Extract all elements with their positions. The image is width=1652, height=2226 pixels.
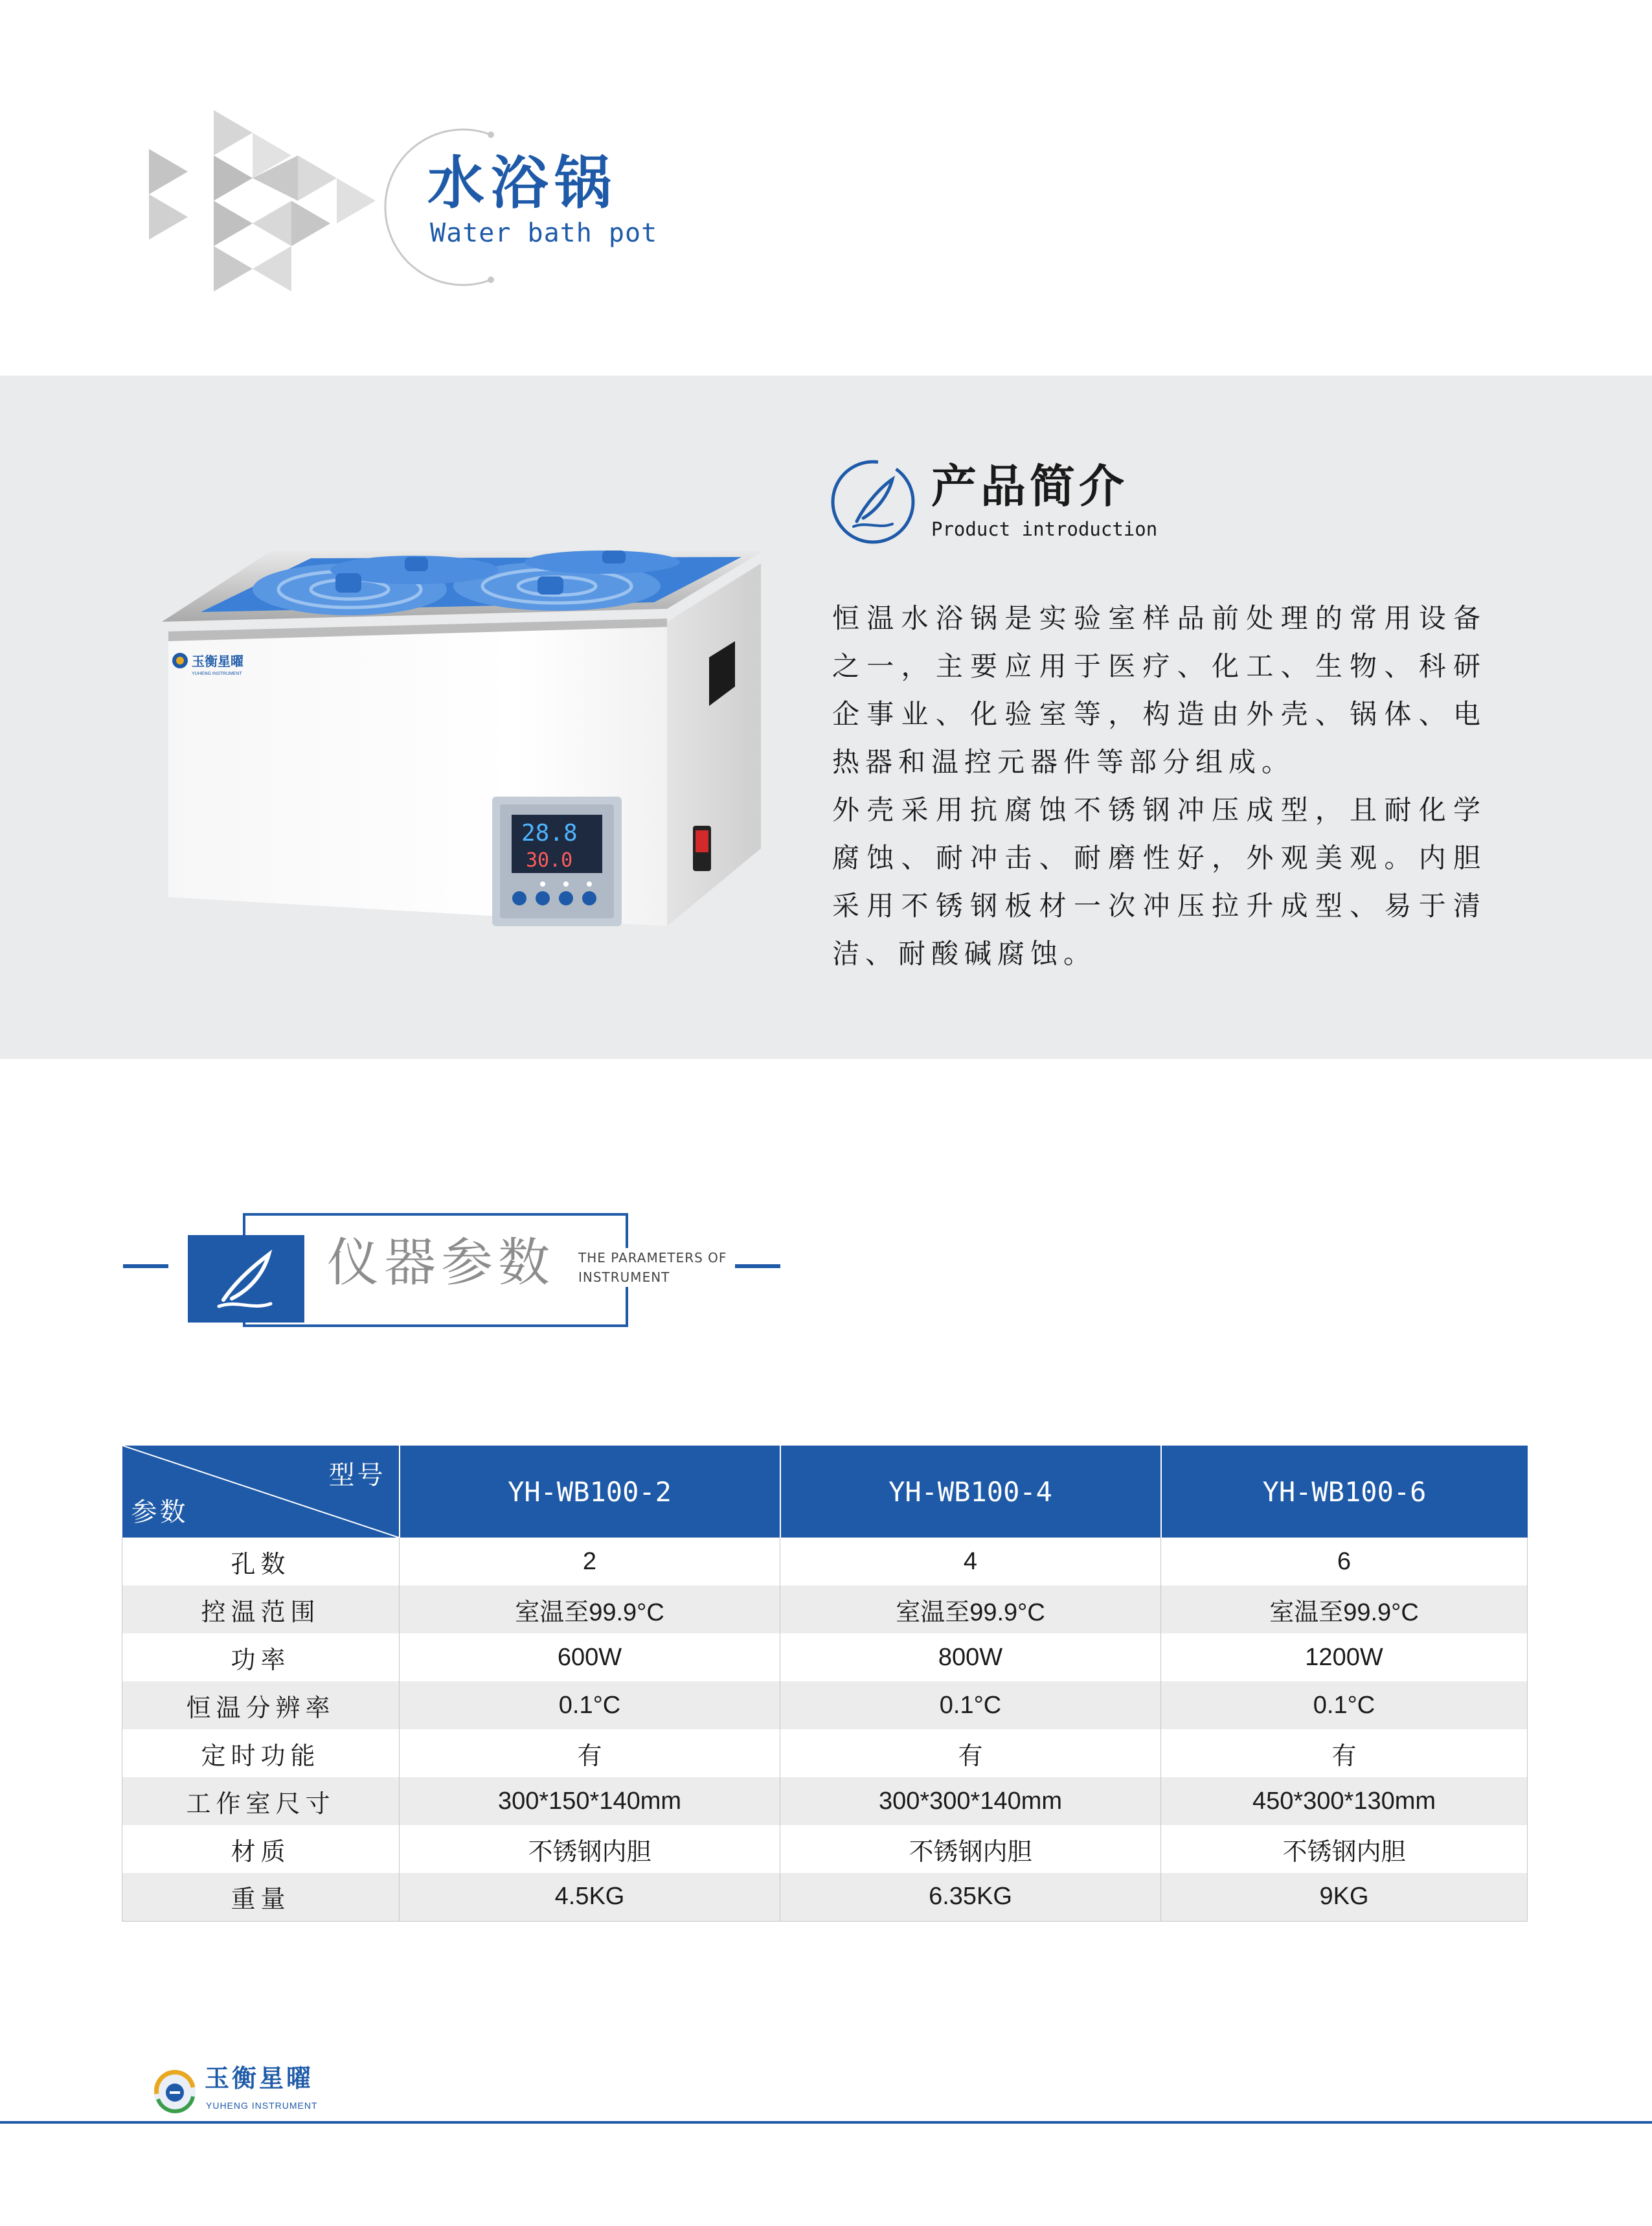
svg-text:28.8: 28.8 <box>521 820 578 846</box>
params-subtitle <box>578 1248 727 1287</box>
params-subtitle-line1: THE PARAMETERS OF <box>578 1250 727 1266</box>
cell-value: 4 <box>780 1538 1161 1585</box>
intro-subtitle: Product introduction <box>931 518 1158 540</box>
cell-value: 450*300*130mm <box>1161 1777 1528 1825</box>
heading-rule-left <box>123 1264 168 1268</box>
svg-text:30.0: 30.0 <box>526 849 573 872</box>
corner-label-param: 参数 <box>131 1497 188 1527</box>
cell-value: 6.35KG <box>780 1873 1161 1921</box>
params-subtitle-line2: INSTRUMENT <box>578 1269 670 1285</box>
quill-box-icon <box>188 1235 304 1323</box>
params-heading <box>123 1208 784 1331</box>
table-row <box>122 1729 1528 1777</box>
cell-value: 不锈钢内胆 <box>780 1825 1161 1873</box>
table-row <box>122 1633 1528 1681</box>
cell-value: 有 <box>1161 1729 1528 1777</box>
cell-value: 有 <box>400 1729 780 1777</box>
footer-rule <box>0 2121 1652 2124</box>
quill-logo-icon <box>828 457 918 547</box>
params-title: 仪器参数 <box>327 1237 559 1289</box>
table-row <box>122 1538 1528 1585</box>
table-row <box>122 1825 1528 1873</box>
cell-value: 室温至99.9°C <box>1161 1585 1528 1633</box>
row-label: 重量 <box>122 1873 400 1921</box>
model-header: YH-WB100-6 <box>1161 1446 1528 1538</box>
table-row <box>122 1777 1528 1825</box>
row-label: 材质 <box>122 1825 400 1873</box>
cell-value: 室温至99.9°C <box>400 1585 780 1633</box>
cell-value: 6 <box>1161 1538 1528 1585</box>
intro-title: 产品简介 <box>931 459 1128 513</box>
cell-value: 0.1°C <box>400 1681 780 1729</box>
heading-frame-bottom <box>243 1324 628 1327</box>
cell-value: 800W <box>780 1633 1161 1681</box>
row-label: 恒温分辨率 <box>122 1681 400 1729</box>
corner-cell <box>122 1446 400 1538</box>
row-label: 控温范围 <box>122 1585 400 1633</box>
water-bath-product-image <box>155 538 784 952</box>
cell-value: 室温至99.9°C <box>780 1585 1161 1633</box>
cell-value: 9KG <box>1161 1873 1528 1921</box>
table-row <box>122 1585 1528 1633</box>
row-label: 工作室尺寸 <box>122 1777 400 1825</box>
row-label: 定时功能 <box>122 1729 400 1777</box>
row-label: 孔数 <box>122 1538 400 1585</box>
footer-logo <box>150 2065 332 2123</box>
brand-logo-icon <box>150 2068 199 2117</box>
spec-table <box>122 1446 1528 1922</box>
model-header: YH-WB100-4 <box>780 1446 1161 1538</box>
heading-rule-right <box>735 1264 780 1268</box>
intro-paragraph: 恒温水浴锅是实验室样品前处理的常用设备之一，主要应用于医疗、化工、生物、科研企事业、化验室等，构造由外壳、锅体、电热器和温控元器件等部分组成。 <box>832 602 1486 778</box>
cell-value: 2 <box>400 1538 780 1585</box>
cell-value: 300*300*140mm <box>780 1777 1161 1825</box>
cell-value: 300*150*140mm <box>400 1777 780 1825</box>
intro-text <box>832 595 1486 978</box>
svg-text:YUHENG INSTRUMENT: YUHENG INSTRUMENT <box>192 672 242 676</box>
cell-value: 不锈钢内胆 <box>1161 1825 1528 1873</box>
cell-value: 600W <box>400 1633 780 1681</box>
cell-value: 0.1°C <box>780 1681 1161 1729</box>
footer-brand: 玉衡星曜 <box>205 2063 314 2093</box>
model-header: YH-WB100-2 <box>400 1446 780 1538</box>
page-title: 水浴锅 <box>427 149 618 216</box>
corner-label-model: 型号 <box>328 1460 386 1490</box>
cell-value: 不锈钢内胆 <box>400 1825 780 1873</box>
cell-value: 4.5KG <box>400 1873 780 1921</box>
table-row <box>122 1681 1528 1729</box>
page-subtitle: Water bath pot <box>430 218 658 248</box>
table-row <box>122 1873 1528 1921</box>
device-brand-text: 玉衡星曜 <box>192 653 243 669</box>
row-label: 功率 <box>122 1633 400 1681</box>
cell-value: 1200W <box>1161 1633 1528 1681</box>
cell-value: 0.1°C <box>1161 1681 1528 1729</box>
intro-paragraph: 外壳采用抗腐蚀不锈钢冲压成型，且耐化学腐蚀、耐冲击、耐磨性好，外观美观。内胆采用不锈钢板材一次冲压拉升成型、易于清洁、耐酸碱腐蚀。 <box>832 794 1486 970</box>
table-header-row <box>122 1446 1528 1538</box>
footer-brand-en: YUHENG INSTRUMENT <box>206 2100 318 2111</box>
cell-value: 有 <box>780 1729 1161 1777</box>
